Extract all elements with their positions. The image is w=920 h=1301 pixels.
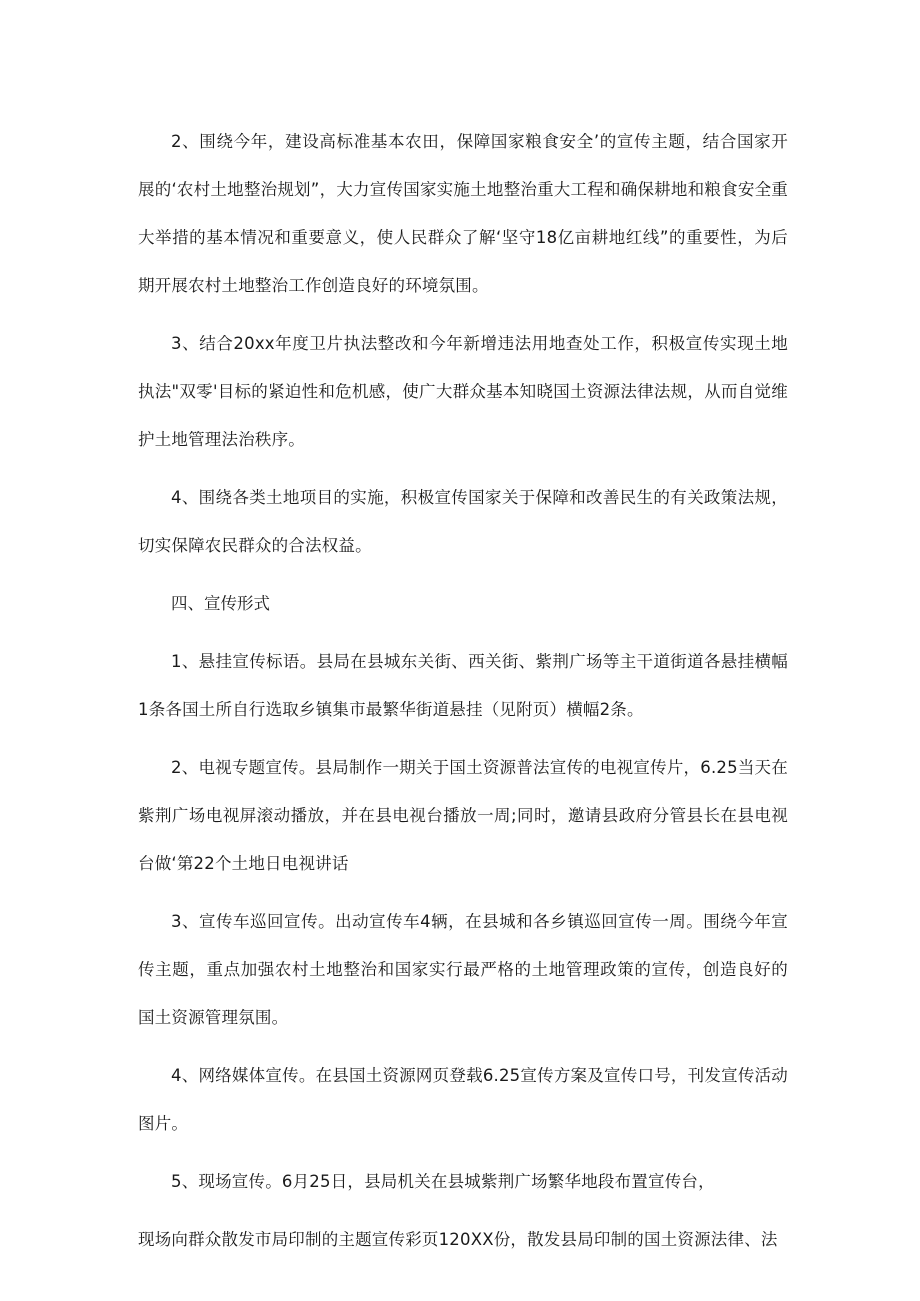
- paragraph-gap: [138, 628, 788, 638]
- paragraph-gap: [138, 734, 788, 744]
- paragraph-item-4: 4、围绕各类土地项目的实施，积极宣传国家关于保障和改善民生的有关政策法规，切实保障农民群众的合法权益。: [138, 488, 788, 555]
- paragraph-gap: [138, 464, 788, 474]
- paragraph-gap: [138, 1148, 788, 1158]
- paragraph-gap: [138, 1206, 788, 1216]
- paragraph-form-5: 5、现场宣传。6月25日，县局机关在县城紫荆广场繁华地段布置宣传台，: [171, 1172, 715, 1191]
- paragraph-form-2: 2、电视专题宣传。县局制作一期关于国土资源普法宣传的电视宣传片，6.25当天在紫荆广场电视屏滚动播放，并在县电视台播放一周;同时，邀请县政府分管县长在县电视台做‘第22个土地日电视讲话: [138, 758, 788, 873]
- paragraph-gap: [138, 570, 788, 580]
- document-body: [138, 118, 788, 1264]
- section-heading-forms: 四、宣传形式: [171, 594, 270, 613]
- paragraph-gap: [138, 310, 788, 320]
- paragraph-form-3: 3、宣传车巡回宣传。出动宣传车4辆，在县城和各乡镇巡回宣传一周。围绕今年宣传主题，重点加强农村土地整治和国家实行最严格的土地管理政策的宣传，创造良好的国土资源管理氛围。: [138, 912, 788, 1027]
- paragraph-form-5-continued: 现场向群众散发市局印制的主题宣传彩页120XX份，散发县局印制的国土资源法律、法: [138, 1230, 778, 1249]
- paragraph-item-3: 3、结合20xx年度卫片执法整改和今年新增违法用地查处工作，积极宣传实现土地执法"双零'目标的紧迫性和危机感，使广大群众基本知晓国土资源法律法规，从而自觉维护土地管理法治秩序。: [138, 334, 788, 449]
- paragraph-form-1: 1、悬挂宣传标语。县局在县城东关街、西关街、紫荆广场等主干道街道各悬挂横幅1条各国土所自行选取乡镇集市最繁华街道悬挂（见附页）横幅2条。: [138, 652, 788, 719]
- paragraph-item-2: 2、围绕今年，建设高标准基本农田，保障国家粮食安全’的宣传主题，结合国家开展的‘农村土地整治规划”，大力宣传国家实施土地整治重大工程和确保耕地和粮食安全重大举措的基本情况和重要意义，使人民群众了解‘坚守18亿亩耕地红线”的重要性，为后期开展农村土地整治工作创造良好的环境氛围。: [138, 132, 788, 295]
- paragraph-gap: [138, 888, 788, 898]
- paragraph-form-4: 4、网络媒体宣传。在县国土资源网页登载6.25宣传方案及宣传口号，刊发宣传活动图片。: [138, 1066, 788, 1133]
- paragraph-gap: [138, 1042, 788, 1052]
